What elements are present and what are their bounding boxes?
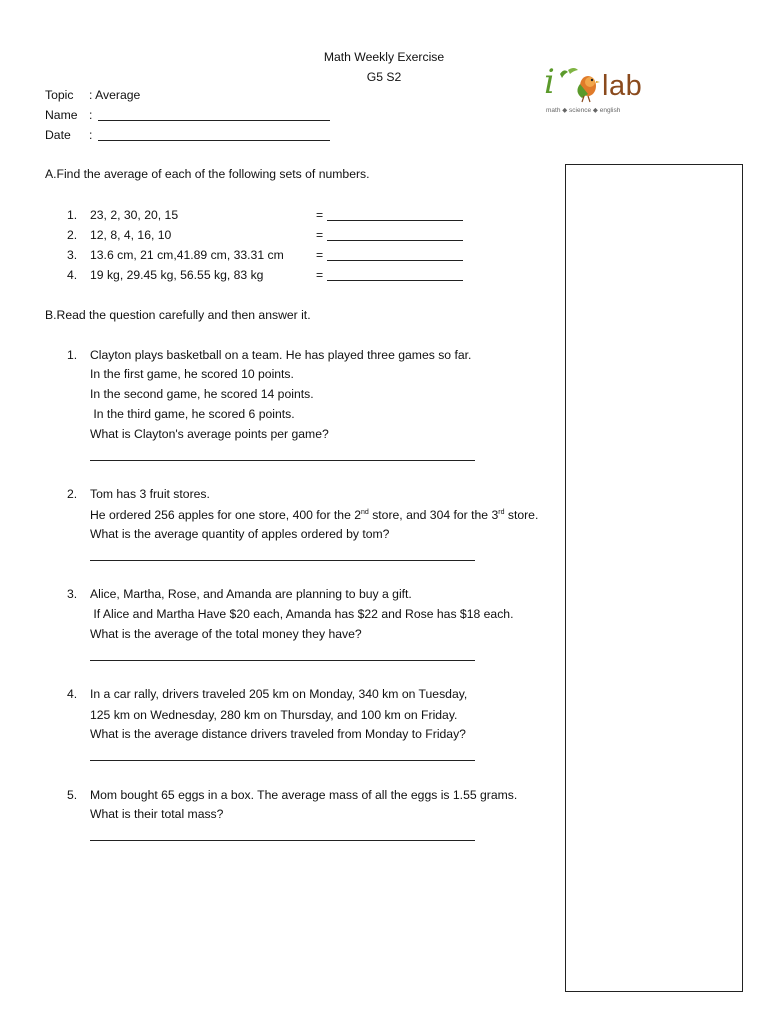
name-label: Name [45, 108, 78, 122]
answer-line[interactable] [90, 560, 475, 561]
ordinal-suffix: rd [498, 509, 505, 516]
logo-tagline: math ◆ science ◆ english [546, 107, 621, 114]
question-text: What is their total mass? [90, 807, 224, 821]
question-text: Tom has 3 fruit stores. [90, 487, 210, 501]
section-b-heading: B.Read the question carefully and then answer it. [45, 308, 311, 322]
a-item-number: 2. [67, 228, 78, 242]
a-item-answer-line[interactable] [327, 280, 463, 281]
text-part: store. [504, 508, 539, 522]
name-colon: : [89, 108, 93, 122]
ilab-logo [544, 62, 664, 118]
a-item-equals: = [316, 248, 324, 262]
question-number: 2. [67, 487, 78, 501]
question-text: Clayton plays basketball on a team. He has played three games so far. [90, 348, 472, 362]
answer-line[interactable] [90, 660, 475, 661]
question-text: In the first game, he scored 10 points. [90, 367, 294, 381]
a-item-answer-line[interactable] [327, 260, 463, 261]
question-text: In a car rally, drivers traveled 205 km on Monday, 340 km on Tuesday, [90, 687, 468, 701]
working-space-box[interactable] [565, 164, 743, 992]
a-item-text: 23, 2, 30, 20, 15 [90, 208, 179, 222]
ordinal-suffix: nd [361, 509, 369, 516]
text-part: He ordered 256 apples for one store, 400 for the 2 [90, 508, 362, 522]
a-item-answer-line[interactable] [327, 220, 463, 221]
page-title: Math Weekly Exercise [323, 50, 445, 64]
date-answer-line[interactable] [98, 140, 330, 141]
a-item-equals: = [316, 228, 324, 242]
question-number: 5. [67, 788, 78, 802]
answer-line[interactable] [90, 460, 475, 461]
question-text: Alice, Martha, Rose, and Amanda are planning to buy a gift. [90, 587, 412, 601]
question-text: What is the average of the total money they have? [90, 627, 362, 641]
a-item-equals: = [316, 268, 324, 282]
question-text: What is the average distance drivers traveled from Monday to Friday? [90, 727, 466, 741]
a-item-number: 3. [67, 248, 78, 262]
a-item-number: 4. [67, 268, 78, 282]
topic-label: Topic [45, 88, 74, 102]
a-item-number: 1. [67, 208, 78, 222]
logo-lab-text: lab [602, 70, 643, 102]
question-number: 3. [67, 587, 78, 601]
question-number: 1. [67, 348, 78, 362]
a-item-equals: = [316, 208, 324, 222]
question-text: In the third game, he scored 6 points. [90, 407, 295, 421]
a-item-answer-line[interactable] [327, 240, 463, 241]
date-colon: : [89, 128, 93, 142]
page-subtitle: G5 S2 [366, 70, 402, 84]
section-a-heading: A.Find the average of each of the following sets of numbers. [45, 167, 370, 181]
bird-icon [554, 64, 600, 104]
a-item-text: 12, 8, 4, 16, 10 [90, 228, 172, 242]
answer-line[interactable] [90, 840, 475, 841]
a-item-text: 13.6 cm, 21 cm,41.89 cm, 33.31 cm [90, 248, 284, 262]
question-text-multi [90, 508, 538, 522]
question-text: If Alice and Martha Have $20 each, Amanda has $22 and Rose has $18 each. [90, 607, 514, 621]
question-text: What is the average quantity of apples ordered by tom? [90, 527, 390, 541]
question-number: 4. [67, 687, 78, 701]
date-label: Date [45, 128, 71, 142]
topic-value: : Average [89, 88, 141, 102]
answer-line[interactable] [90, 760, 475, 761]
a-item-text: 19 kg, 29.45 kg, 56.55 kg, 83 kg [90, 268, 264, 282]
logo-i-letter: i [544, 62, 555, 102]
question-text: 125 km on Wednesday, 280 km on Thursday, and 100 km on Friday. [90, 708, 458, 722]
question-text: Mom bought 65 eggs in a box. The average mass of all the eggs is 1.55 grams. [90, 788, 518, 802]
text-part: store, and 304 for the 3 [368, 508, 499, 522]
question-text: In the second game, he scored 14 points. [90, 387, 314, 401]
question-text: What is Clayton's average points per game? [90, 427, 329, 441]
name-answer-line[interactable] [98, 120, 330, 121]
